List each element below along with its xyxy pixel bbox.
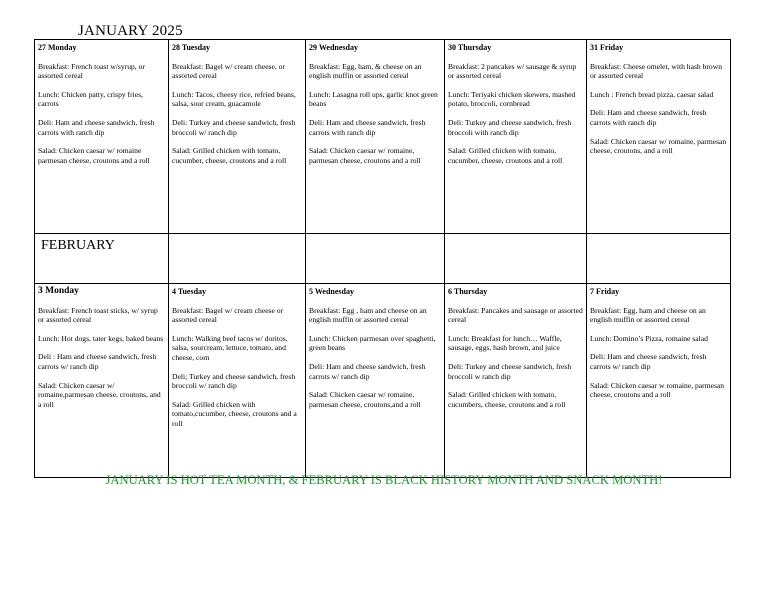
breakfast-text: Breakfast: 2 pancakes w/ sausage & syrup or assorted cereal <box>448 61 577 81</box>
deli-text: Deli: Ham and cheese sandwich, fresh carrots w/ ranch dip <box>590 352 707 371</box>
lunch-text: Lunch: Breakfast for lunch… Waffle, sausage, eggs, hash brown, and juice <box>448 333 562 353</box>
salad-text: Salad: Chicken caesar w/ romaine,parmesan cheese, croutons, and a roll <box>38 380 161 409</box>
day-label: 6 Thursday <box>448 287 488 296</box>
deli-text: Deli: Ham and cheese sandwich, fresh carrots with ranch dip <box>38 117 155 137</box>
empty-cell <box>306 234 445 284</box>
lunch-text: Lunch: Chicken parmesan over spaghetti, green beans <box>309 333 436 353</box>
breakfast-text: Breakfast: Pancakes and sausage or assorted cereal <box>448 305 583 325</box>
lunch-text: Lunch: Teriyaki chicken skewers, mashed potato, broccoli, cornbread <box>448 89 576 109</box>
day-cell <box>306 40 445 234</box>
day-cell <box>169 284 306 478</box>
day-cell <box>169 40 306 234</box>
breakfast-text: Breakfast: Bagel w/ cream cheese, or assorted cereal <box>172 61 286 81</box>
month-divider-row <box>35 234 731 284</box>
page-title: JANUARY 2025 <box>78 23 183 39</box>
day-cell <box>587 40 731 234</box>
deli-text: Deli: Ham and cheese sandwich, fresh carrots with ranch dip <box>309 117 426 137</box>
salad-text: Salad: Chicken caesar w/ romaine, parmesan cheese, croutons,and a roll <box>309 390 421 409</box>
deli-text: Deli : Ham and cheese sandwich, fresh carrots w/ ranch dip <box>38 352 157 371</box>
february-label: FEBRUARY <box>41 238 115 253</box>
salad-text: Salad: Chicken caesar w romaine, parmesan cheese, croutons and a roll <box>590 380 725 400</box>
day-label: 5 Wednesday <box>309 287 354 296</box>
day-label: 4 Tuesday <box>172 287 207 296</box>
breakfast-text: Breakfast: Egg, ham, & cheese on an english muffin or assorted cereal <box>309 61 422 81</box>
breakfast-text: Breakfast: Egg, ham and cheese on an english muffin or assorted cereal <box>590 305 706 325</box>
deli-text: Deli: Turkey and cheese sandwich, fresh broccoli with ranch dip <box>448 117 572 137</box>
day-label: 3 Monday <box>38 286 79 296</box>
breakfast-text: Breakfast: Bagel w/ cream cheese or assorted cereal <box>172 305 284 325</box>
week-row-february <box>35 284 731 478</box>
day-cell <box>35 284 169 478</box>
day-label: 31 Friday <box>590 43 624 52</box>
deli-text: Deli: Ham and cheese sandwich, fresh carrots with ranch dip <box>590 108 707 127</box>
empty-cell <box>587 234 731 284</box>
salad-text: Salad: Grilled chicken with tomato, cucumber, cheese, croutons and a roll <box>448 146 563 165</box>
deli-text: Deli; Turkey and cheese sandwich, fresh broccoli w/ ranch dip <box>172 371 296 391</box>
empty-cell <box>445 234 587 284</box>
lunch-text: Lunch: Domino’s Pizza, romaine salad <box>590 333 708 343</box>
deli-text: Deli: Turkey and cheese sandwich, fresh broccoli w ranch dip <box>448 361 572 381</box>
day-label: 7 Friday <box>590 287 620 296</box>
lunch-text: Lunch: Lasagna roll ups, garlic knot green beans <box>309 89 438 109</box>
lunch-text: Lunch: Tacos, cheesy rice, refried beans, salsa, sour cream, guacamole <box>172 89 296 109</box>
day-cell <box>35 40 169 234</box>
salad-text: Salad: Chicken caesar w/ romaine, parmesan cheese, croutons, and a roll <box>590 136 727 156</box>
day-cell <box>445 40 587 234</box>
salad-text: Salad: Chicken caesar w/ romaine parmesan cheese, croutons and a roll <box>38 146 150 165</box>
empty-cell <box>169 234 306 284</box>
day-label: 27 Monday <box>38 43 77 52</box>
breakfast-text: Breakfast: Egg , ham and cheese on an english muffin or assorted cereal <box>309 305 427 325</box>
breakfast-text: Breakfast: French toast w/syrup, or assorted cereal <box>38 61 145 81</box>
footer-announcement: JANUARY IS HOT TEA MONTH, & FEBRUARY IS BLACK HISTORY MONTH AND SNACK MONTH! <box>105 473 663 487</box>
lunch-text: Lunch : French bread pizza, caesar salad <box>590 89 714 99</box>
lunch-text: Lunch: Walking beef tacos w/ doritos, salsa, sourcream, lettuce, tomato, and cheese, corn <box>172 333 288 362</box>
salad-text: Salad: Chicken caesar w/ romaine, parmesan cheese, croutons and a roll <box>309 146 421 165</box>
day-cell <box>445 284 587 478</box>
breakfast-text: Breakfast: French toast sticks, w/ syrup or assorted cereal <box>38 305 158 325</box>
lunch-text: Lunch: Chicken patty, crispy fries, carrots <box>38 89 143 109</box>
menu-calendar <box>34 39 731 478</box>
day-cell <box>306 284 445 478</box>
week-row-january <box>35 40 731 234</box>
month-label-cell <box>35 234 169 284</box>
salad-text: Salad: Grilled chicken with tomato, cucumber, cheese, croutons and a roll <box>172 146 287 165</box>
day-label: 30 Thursday <box>448 43 492 52</box>
day-cell <box>587 284 731 478</box>
lunch-text: Lunch: Hot dogs, tater kegs, baked beans <box>38 333 164 343</box>
salad-text: Salad: Grilled chicken with tomato,cucumber, cheese, croutons and a roll <box>172 399 297 428</box>
deli-text: Deli: Ham and cheese sandwich, fresh carrots w/ ranch dip <box>309 361 426 381</box>
deli-text: Deli: Turkey and cheese sandwich, fresh broccoli w/ ranch dip <box>172 117 296 137</box>
day-label: 28 Tuesday <box>172 43 211 52</box>
day-label: 29 Wednesday <box>309 43 358 52</box>
salad-text: Salad: Grilled chicken with tomato, cucumbers, cheese, croutons and a roll <box>448 390 566 409</box>
breakfast-text: Breakfast: Cheese omelet, with hash brown or assorted cereal <box>590 61 723 81</box>
